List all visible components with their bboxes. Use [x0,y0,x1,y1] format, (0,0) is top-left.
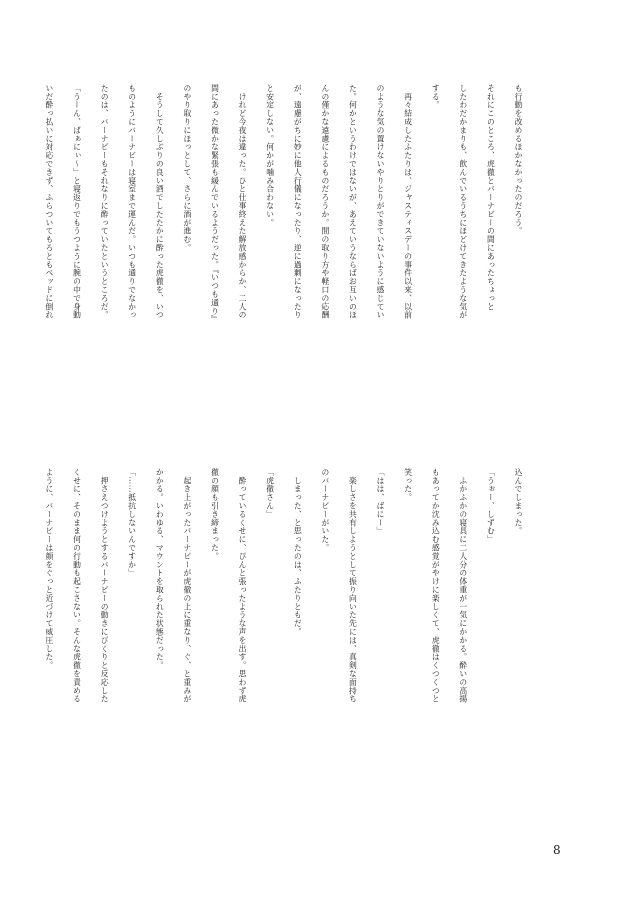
text-line: そうして久しぶりの良い酒でしたたかに酔った虎徹を、いつ [155,84,165,320]
text-line: それにこのところ、虎徹とバーナビーの間にあったちょっと [486,84,496,311]
text-line: のような気の置けないやりとりができていないように感じてい [376,84,386,320]
text-line: 押さえつけようとするバーナビーの動きにびくりと反応した [100,468,110,704]
text-line: が、遠慮がちに妙に他人行儀になったり、逆に過剰になったり [293,84,303,320]
text-line: 込んでしまった。 [514,468,523,536]
text-line: 楽しさを共有しようとして振り向いた先には、真剣な面持ち [348,468,358,704]
text-line: する。 [431,84,441,110]
text-line: くせに、そのまま何の行動も起こさない。そんな虎徹を責める [72,468,82,704]
text-line: いだ酔っ払いに対応できず、ふらついてもろともベッドに倒れ [44,84,54,320]
text-line: ものようにバーナビーは寝室まで運んだ。いつも通りでなかっ [127,84,137,320]
text-line: た。何かというわけではないが、あえていうならばお互いのほ [348,84,358,320]
text-line: のバーナビーがいた。 [320,468,330,552]
text-line: ように、バーナビーは顔をぐっと近づけて威圧した。 [44,468,54,670]
page-number: 8 [553,843,561,857]
text-line: と安定しない。何かが噛み合わない。 [265,84,275,227]
text-line: 徹の顔も引き締まった。 [210,468,220,561]
text-line: 再々結成したふたりは、ジャスティスデーの事件以来、以前 [403,84,413,320]
text-line: 「はは、ばにー」 [376,468,386,536]
text-line: したわだかまりも、飲んでいるうちにほどけてきたような気が [458,84,468,320]
lower-text-block [44,468,532,808]
text-line: 酔っているくせに、ぴんと張ったような声を出す。思わず虎 [238,468,248,704]
text-line: けれど今夜は違った。ひと仕事終えた解放感からか、二人の [238,84,248,320]
upper-text-block [44,84,532,429]
text-line: 起き上がったバーナビーが虎徹の上に重なり、ぐ、と重みが [182,468,192,704]
text-line: もあってか沈み込む感覚がやけに楽しくて、虎徹はくつくつと [431,468,441,704]
text-line: ふかふかの寝具に二人分の体重が一気にかかる。酔いの高揚 [458,468,468,704]
text-line: かかる。いわゆる、マウントを取られた状態だった。 [155,468,165,670]
text-line: 「……抵抗しないんですか」 [127,468,137,578]
text-line: んの僅かな遠慮によるものだろうか。間の取り方や軽口の応酬 [320,84,330,320]
text-line: しまった、と思ったのは、ふたりともだ。 [293,468,303,636]
text-line: 間にあった微かな緊張も緩んでいるようだった。『いつも通り』 [210,84,220,324]
text-line: 「虎徹さん」 [265,468,275,519]
text-line: たのは、バーナビーもそれなりに酔っていたというところだ。 [100,84,110,320]
text-line: 「うーん、ばぁにぃ～」と寝返りでもうつように腕の中で身動 [72,84,82,320]
text-line: 「うぉー、しずむ」 [486,468,496,544]
text-line: のやり取りにほっとして、さらに酒が進む。 [182,84,192,252]
text-line: 笑った。 [403,468,413,502]
text-line: も行動を改めるほかなかったのだろう。 [514,84,523,236]
